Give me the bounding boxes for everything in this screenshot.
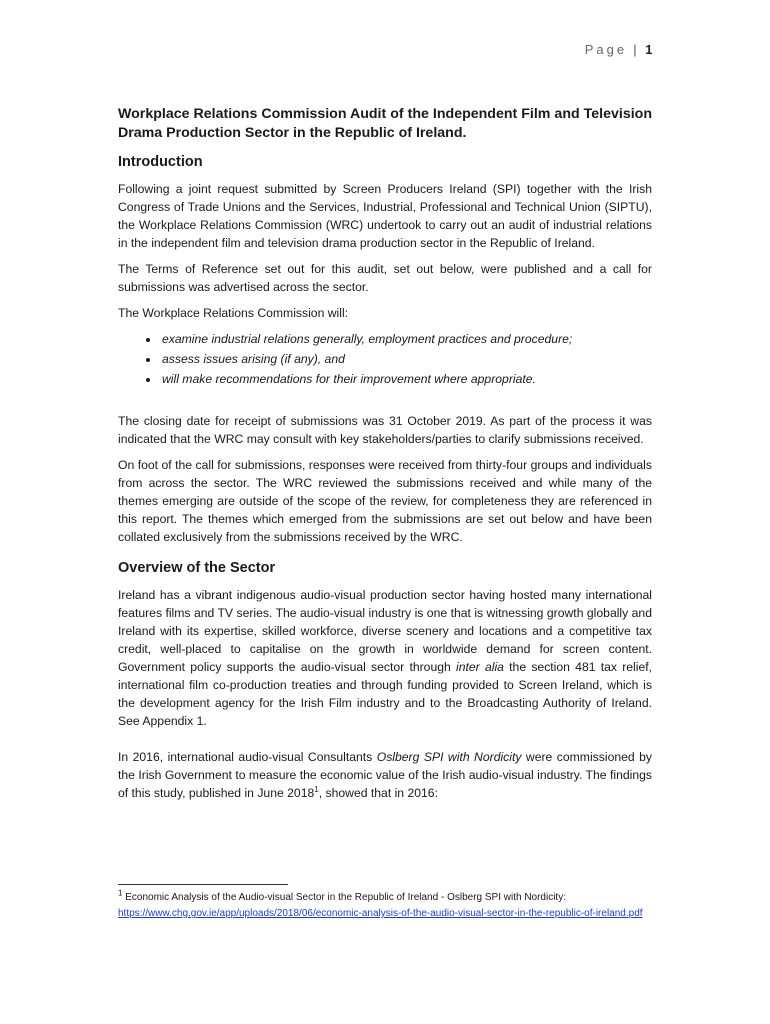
overview-paragraph-1 — [118, 586, 652, 730]
overview-p1-text-b: the section 481 tax relief, international film co-production treaties and through funding provided to Screen Ireland, which is the development agency for the Irish Film industry and to the Broadcasting Authority of Ireland. See Appendix 1. — [118, 660, 652, 728]
list-item: • assess issues arising (if any), and — [160, 350, 652, 368]
footnote-text-line — [118, 890, 652, 906]
overview-p2-text-b: were commissioned by the Irish Government to measure the economic value of the Irish audio-visual industry. The findings of this study, published in June 2018 — [118, 750, 652, 800]
page-header — [585, 42, 653, 57]
introduction-paragraph-5: On foot of the call for submissions, responses were received from thirty-four groups and individuals from across the sector. The WRC reviewed the submissions received and while many of the themes emerging are outside of the scope of the review, for completeness they are referenced in this report. The themes which emerged from the submissions are set out below and have been collated exclusively from the submissions received by the WRC. — [118, 458, 652, 544]
list-item: • examine industrial relations generally, employment practices and procedure; — [160, 330, 652, 348]
overview-p2-italic: Oslberg SPI with Nordicity — [376, 750, 522, 764]
footnote — [118, 890, 652, 922]
list-item: • will make recommendations for their improvement where appropriate. — [160, 370, 652, 388]
introduction-paragraph-3: The Workplace Relations Commission will: — [118, 306, 349, 320]
introduction-heading: Introduction — [118, 154, 203, 170]
introduction-paragraph-2: The Terms of Reference set out for this audit, set out below, were published and a call for submissions was advertised across the sector. — [118, 262, 652, 294]
overview-p1-text-a: Ireland has a vibrant indigenous audio-visual production sector having hosted many international features films and TV series. The audio-visual industry is one that is witnessing growth globally and Ireland with its expertise, skilled workforce, diverse scenery and locations and a competitive tax credit, well-placed to capitalise on the growth in worldwide demand for screen content. Government policy supports the audio-visual sector through — [118, 588, 652, 674]
introduction-paragraph-1: Following a joint request submitted by Screen Producers Ireland (SPI) together with the Irish Congress of Trade Unions and the Services, Industrial, Professional and Technical Union (SIPTU), the Workplace Relations Commission (WRC) undertook to carry out an audit of industrial relations in the independent film and television drama production sector in the Republic of Ireland. — [118, 182, 652, 250]
footnote-link[interactable]: https://www.chg.gov.ie/app/uploads/2018/06/economic-analysis-of-the-audio-visual-sector-in-the-republic-of-ireland.pdf — [118, 908, 643, 919]
overview-p2-text-c: , showed that in 2016: — [318, 786, 438, 800]
page-label: Page — [584, 42, 628, 57]
page-number: 1 — [645, 42, 653, 57]
overview-paragraph-2 — [118, 748, 652, 802]
footnote-text: Economic Analysis of the Audio-visual Sector in the Republic of Ireland - Oslberg SPI with Nordicity: — [122, 892, 566, 903]
footnote-reference[interactable]: 1 — [314, 784, 319, 794]
overview-p2-text-a: In 2016, international audio-visual Consultants — [118, 750, 377, 764]
overview-p1-italic: inter alia — [456, 660, 504, 674]
introduction-paragraph-4: The closing date for receipt of submissions was 31 October 2019. As part of the process it was indicated that the WRC may consult with key stakeholders/parties to clarify submissions received. — [118, 414, 652, 446]
footnote-divider — [118, 884, 288, 885]
overview-heading: Overview of the Sector — [118, 560, 276, 576]
footnote-marker: 1 — [118, 888, 123, 898]
document-body — [118, 105, 652, 810]
terms-of-reference-list — [118, 330, 652, 388]
page-separator: | — [633, 42, 638, 57]
document-title: Workplace Relations Commission Audit of the Independent Film and Television Drama Production Sector in the Republic of Ireland. — [118, 106, 652, 141]
